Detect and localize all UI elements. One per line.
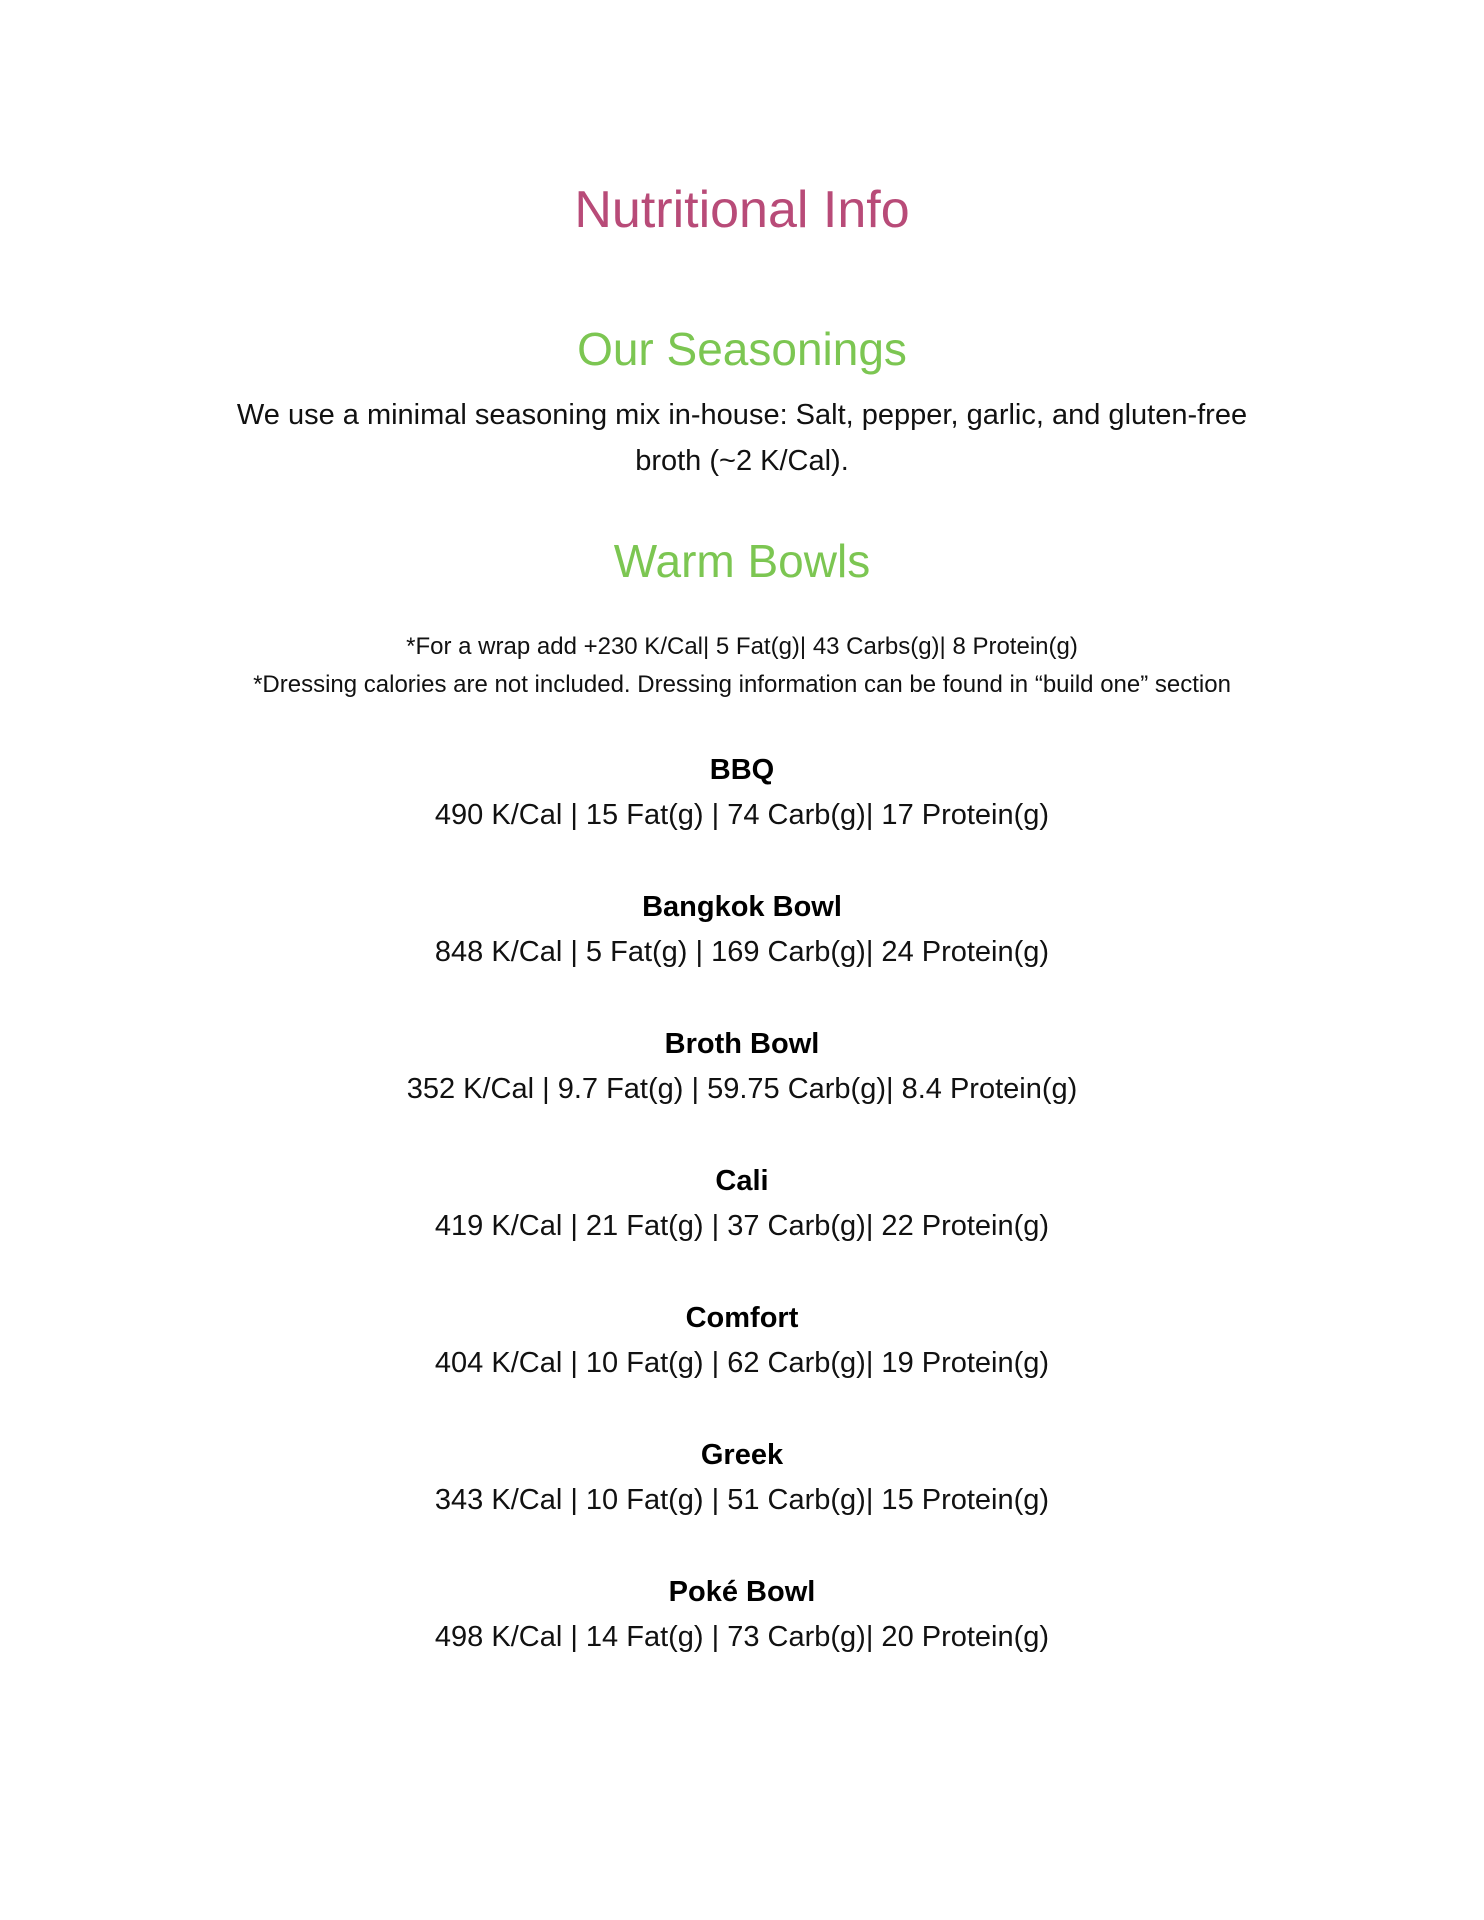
bowl-name: Greek	[700, 1439, 784, 1471]
bowl-nutrition: 352 K/Cal | 9.7 Fat(g) | 59.75 Carb(g)| 8.4 Protein(g)	[406, 1073, 1078, 1105]
bowl-item-bbq	[0, 748, 1484, 885]
bowl-name: Bangkok Bowl	[642, 891, 842, 923]
bowl-name: Poké Bowl	[668, 1576, 816, 1608]
bowl-name: Broth Bowl	[664, 1028, 820, 1060]
bowl-nutrition: 419 K/Cal | 21 Fat(g) | 37 Carb(g)| 22 Protein(g)	[434, 1210, 1050, 1242]
page-title: Nutritional Info	[574, 181, 910, 239]
bowl-item-greek	[0, 1433, 1484, 1570]
bowl-nutrition: 404 K/Cal | 10 Fat(g) | 62 Carb(g)| 19 Protein(g)	[434, 1347, 1050, 1379]
bowl-nutrition: 848 K/Cal | 5 Fat(g) | 169 Carb(g)| 24 Protein(g)	[434, 936, 1050, 968]
bowl-nutrition: 343 K/Cal | 10 Fat(g) | 51 Carb(g)| 15 Protein(g)	[434, 1484, 1050, 1516]
wrap-note: *For a wrap add +230 K/Cal| 5 Fat(g)| 43 Carbs(g)| 8 Protein(g)	[406, 633, 1078, 660]
bowl-name: BBQ	[709, 754, 775, 786]
warm-bowls-notes	[0, 628, 1484, 704]
bowl-name: Comfort	[685, 1302, 799, 1334]
bowl-item-broth	[0, 1022, 1484, 1159]
warm-bowls-heading: Warm Bowls	[613, 535, 871, 587]
seasonings-heading: Our Seasonings	[577, 323, 907, 375]
bowl-item-cali	[0, 1159, 1484, 1296]
bowl-item-comfort	[0, 1296, 1484, 1433]
bowl-list	[0, 748, 1484, 1707]
bowl-item-bangkok	[0, 885, 1484, 1022]
bowl-name: Cali	[715, 1165, 769, 1197]
dressing-note: *Dressing calories are not included. Dressing information can be found in “build one” section	[253, 671, 1231, 698]
bowl-item-poke	[0, 1570, 1484, 1707]
seasonings-description: We use a minimal seasoning mix in-house: Salt, pepper, garlic, and gluten-free broth (~2 K/Cal).	[236, 399, 1248, 477]
bowl-nutrition: 490 K/Cal | 15 Fat(g) | 74 Carb(g)| 17 Protein(g)	[434, 799, 1050, 831]
bowl-nutrition: 498 K/Cal | 14 Fat(g) | 73 Carb(g)| 20 Protein(g)	[434, 1621, 1050, 1653]
